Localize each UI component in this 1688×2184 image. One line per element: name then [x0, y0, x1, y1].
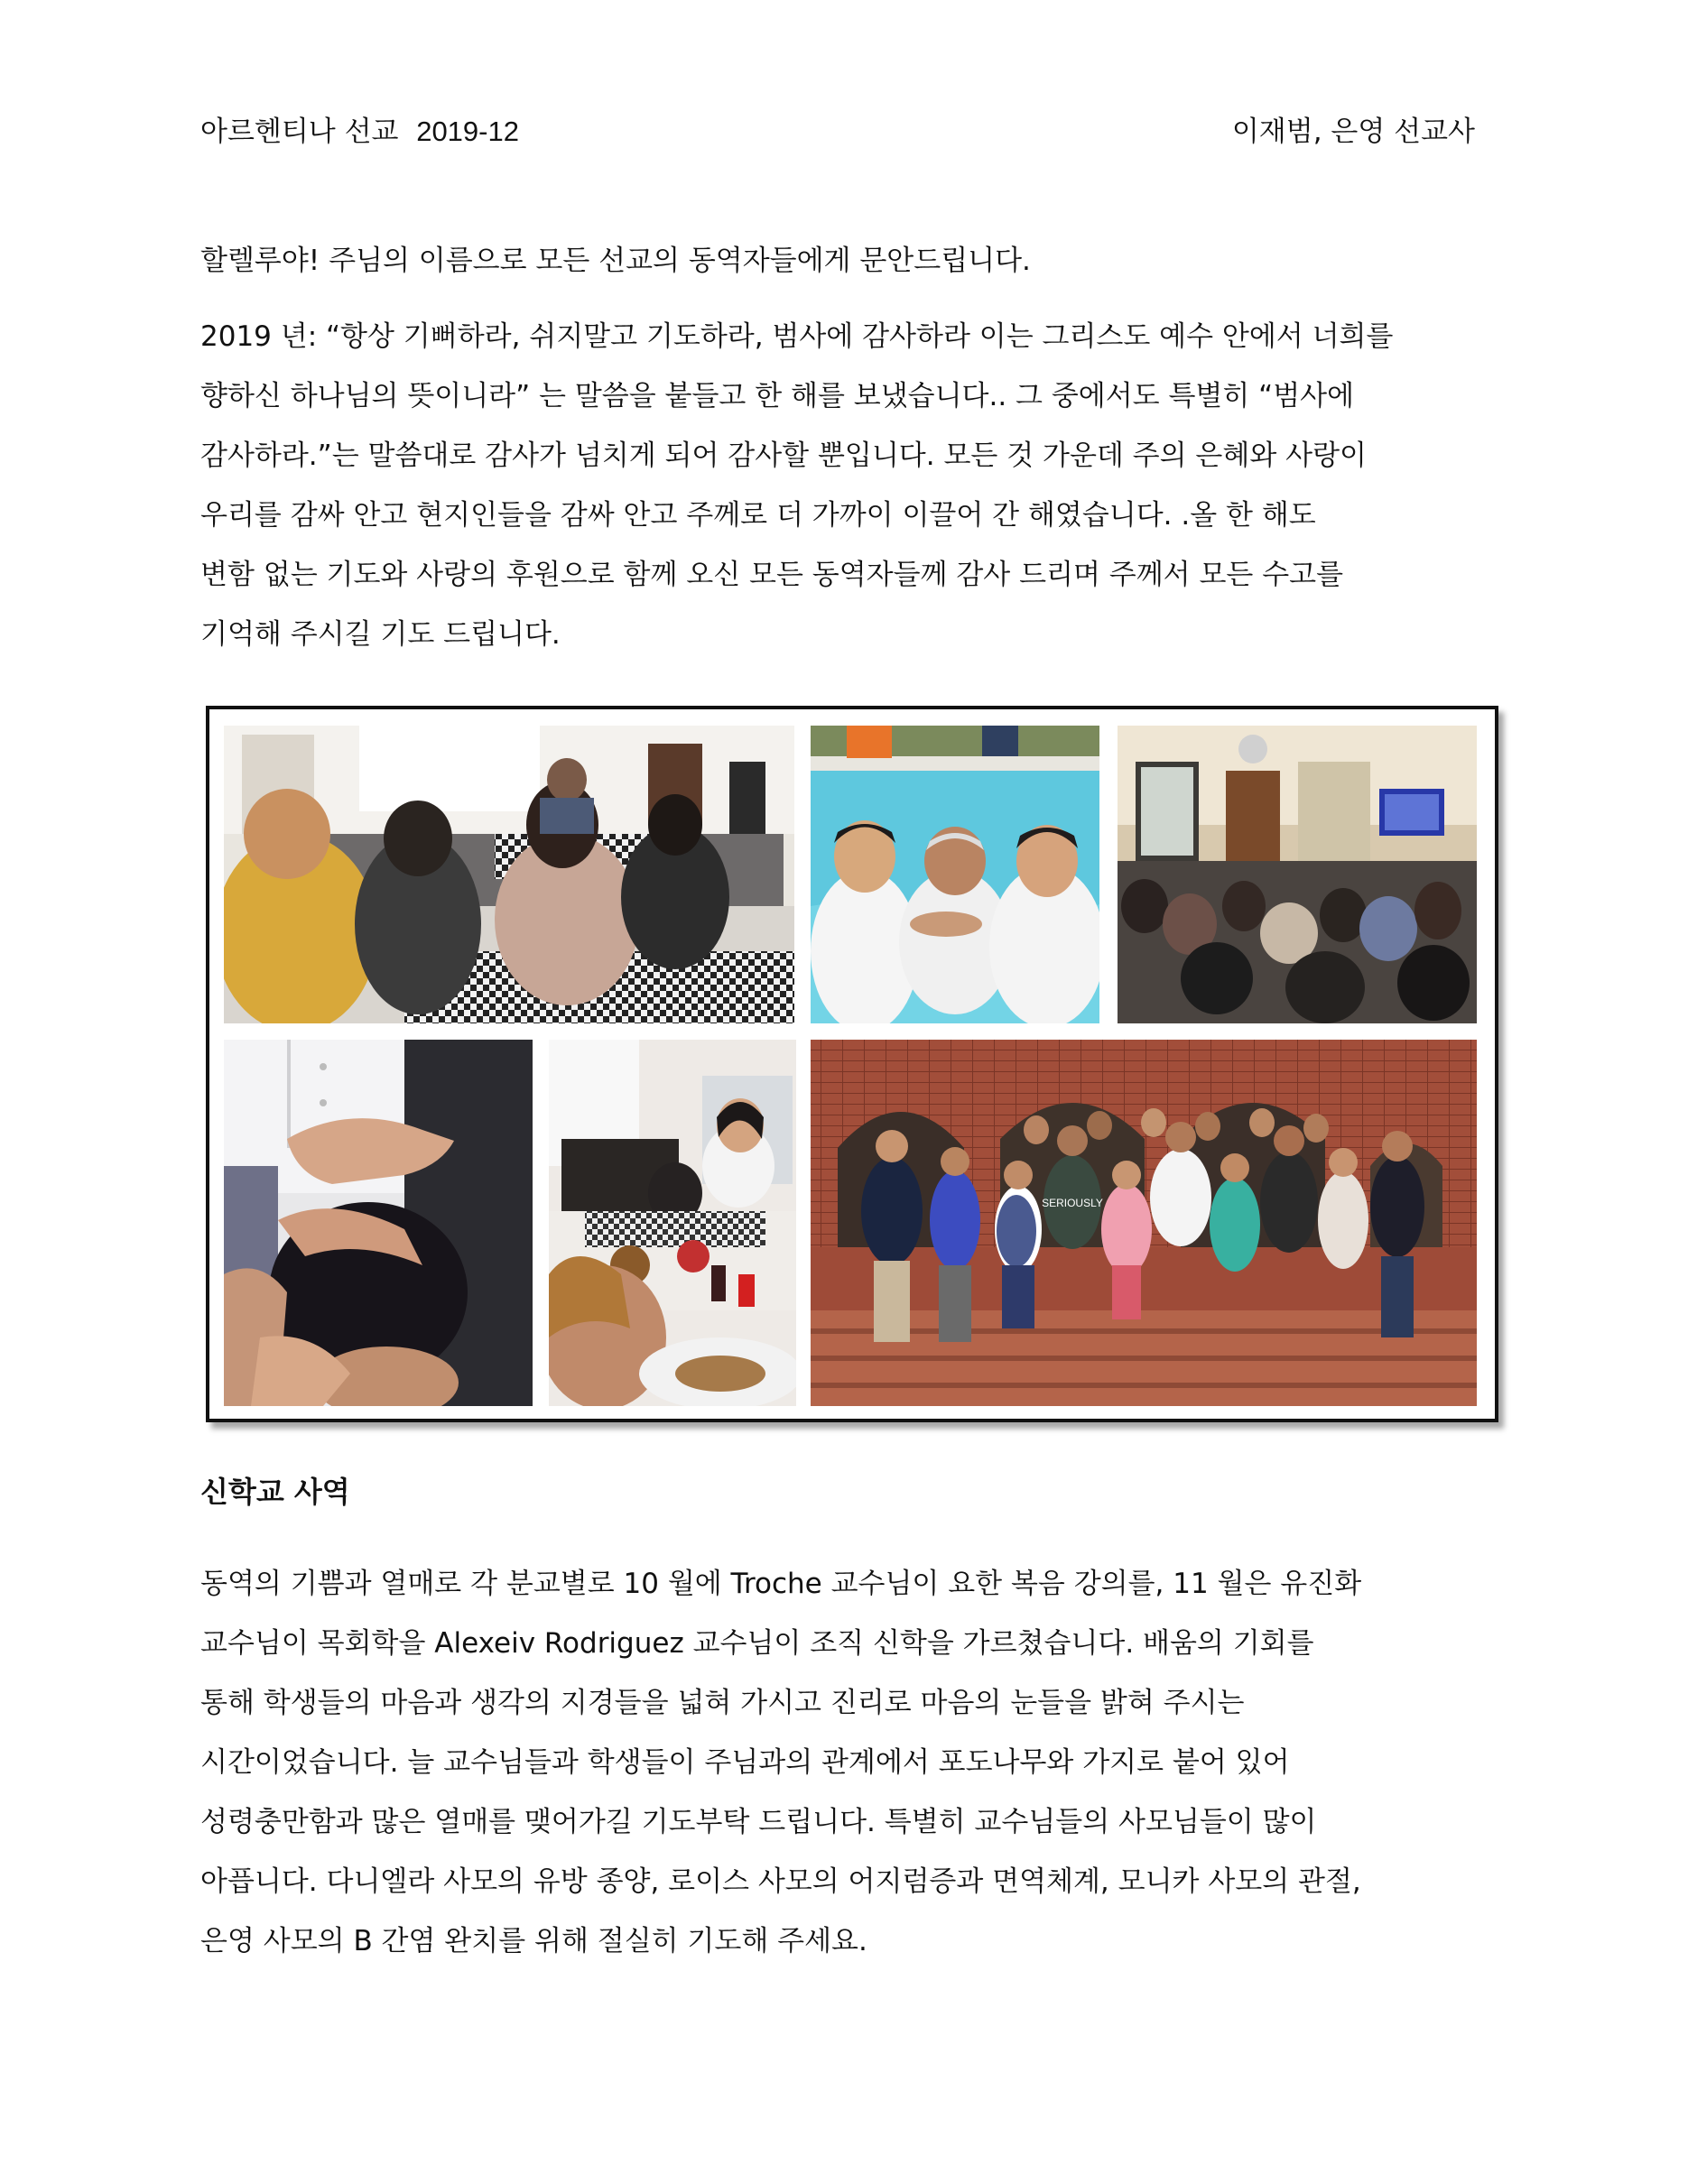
intro-paragraph: [200, 307, 1482, 664]
photo-fellowship-meal: [549, 1040, 796, 1406]
theology-line: 아픕니다. 다니엘라 사모의 유방 종양, 로이스 사모의 어지럼증과 면역체계, 모니카 사모의 관절,: [200, 1865, 1361, 1898]
intro-line: 변함 없는 기도와 사랑의 후원으로 함께 오신 모든 동역자들께 감사 드리며 주께서 모든 수고를: [200, 559, 1344, 591]
page-header: [200, 106, 1475, 150]
intro-line: 향하신 하나님의 뜻이니라” 는 말씀을 붙들고 한 해를 보냈습니다.. 그 중에서도 특별히 “범사에: [200, 380, 1355, 412]
intro-line: 감사하라.”는 말씀대로 감사가 넘치게 되어 감사할 뿐입니다. 모든 것 가운데 주의 은혜와 사랑이: [200, 440, 1367, 472]
theology-paragraph: [200, 1554, 1482, 1971]
theology-line: 시간이었습니다. 늘 교수님들과 학생들이 주님과의 관계에서 포도나무와 가지로 붙어 있어: [200, 1746, 1290, 1779]
photo-laying-hands: [224, 1040, 533, 1406]
theology-line: 통해 학생들의 마음과 생각의 지경들을 넓혀 가시고 진리로 마음의 눈들을 밝혀 주시는: [200, 1687, 1245, 1719]
group-shirt-text: SERIOUSLY: [1042, 1197, 1103, 1209]
intro-line: 2019 년: “항상 기뻐하라, 쉬지말고 기도하라, 범사에 감사하라 이는 그리스도 예수 안에서 너희를: [200, 320, 1394, 353]
greeting-paragraph: 할렐루야! 주님의 이름으로 모든 선교의 동역자들에게 문안드립니다.: [200, 245, 1031, 277]
theology-line: 교수님이 목회학을 Alexeiv Rodriguez 교수님이 조직 신학을 가르쳤습니다. 배움의 기회를: [200, 1627, 1314, 1660]
header-author: 이재범, 은영 선교사: [1231, 115, 1475, 148]
header-title: 아르헨티나 선교: [200, 115, 399, 148]
theology-line: 성령충만함과 많은 열매를 맺어가길 기도부탁 드립니다. 특별히 교수님들의 사모님들이 많이: [200, 1806, 1317, 1838]
theology-line: 은영 사모의 B 간염 완치를 위해 절실히 기도해 주세요.: [200, 1925, 867, 1957]
header-date: 2019-12: [416, 115, 519, 147]
header-left: [200, 108, 519, 149]
photo-group: [811, 1040, 1477, 1406]
photo-collage: [206, 706, 1498, 1422]
section-heading-theology: 신학교 사역: [200, 1475, 350, 1509]
intro-line: 우리를 감싸 안고 현지인들을 감싸 안고 주께로 더 가까이 이끌어 간 해였습니다. .올 한 해도: [200, 499, 1316, 532]
theology-line: 동역의 기쁨과 열매로 각 분교별로 10 월에 Troche 교수님이 요한 복음 강의를, 11 월은 유진화: [200, 1568, 1362, 1600]
photo-classroom: [224, 726, 794, 1023]
photo-worship-gathering: [1118, 726, 1477, 1023]
intro-line: 기억해 주시길 기도 드립니다.: [200, 618, 561, 651]
photo-baptism: [811, 726, 1099, 1023]
